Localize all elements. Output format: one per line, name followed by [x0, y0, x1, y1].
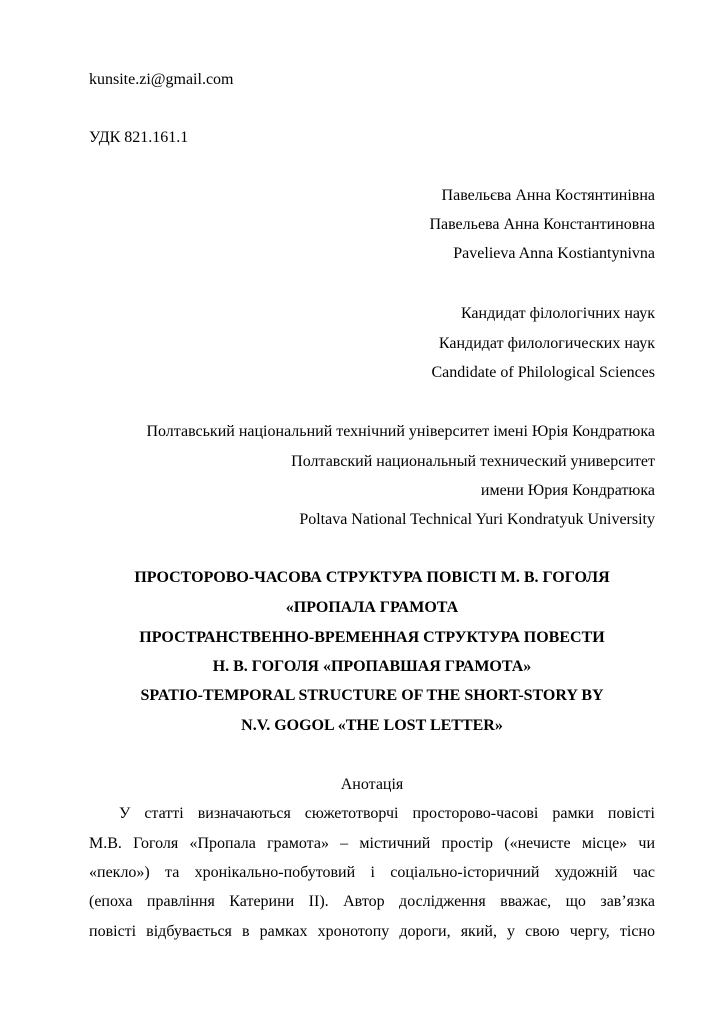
author-email[interactable]: kunsite.zi@gmail.com: [89, 71, 234, 88]
author-name-en: Pavelieva Anna Kostiantynivna: [453, 245, 655, 262]
title-uk-line2: «ПРОПАЛА ГРАМОТА: [285, 599, 459, 616]
affiliation-ru-line1: Полтавский национальный технический университет: [291, 453, 655, 470]
affiliation-en: Poltava National Technical Yuri Kondratyuk University: [299, 511, 655, 528]
title-ru-line2: Н. В. ГОГОЛЯ «ПРОПАВШАЯ ГРАМОТА»: [212, 658, 532, 675]
degree-ru: Кандидат филологических наук: [438, 335, 655, 352]
title-ru-line1: ПРОСТРАНСТВЕННО-ВРЕМЕННАЯ СТРУКТУРА ПОВЕСТИ: [139, 629, 605, 646]
title-en-line2: N.V. GOGOL «THE LOST LETTER»: [241, 717, 503, 734]
author-name-uk: Павельєва Анна Костянтинівна: [441, 187, 655, 204]
abstract-line: «пекло») та хронікально-побутовий і соціально-історичний художній час: [89, 864, 655, 881]
abstract-line: М.В. Гоголя «Пропала грамота» – містичний простір («нечисте місце» чи: [89, 835, 655, 852]
degree-en: Candidate of Philological Sciences: [431, 364, 655, 381]
abstract-line: повісті відбувається в рамках хронотопу дороги, який, у свою чергу, тісно: [89, 923, 655, 940]
title-en-line1: SPATIO-TEMPORAL STRUCTURE OF THE SHORT-STORY BY: [140, 687, 604, 704]
degree-uk: Кандидат філологічних наук: [460, 305, 655, 322]
abstract-line: (епоха правління Катерини ІІ). Автор дослідження вважає, що зав’язка: [89, 893, 655, 910]
abstract-line: У статті визначаються сюжетотворчі просторово-часові рамки повісті: [119, 805, 655, 822]
author-name-ru: Павельева Анна Константиновна: [429, 216, 655, 233]
title-uk-line1: ПРОСТОРОВО-ЧАСОВА СТРУКТУРА ПОВІСТІ М. В. ГОГОЛЯ: [134, 569, 610, 586]
affiliation-ru-line2: имени Юрия Кондратюка: [480, 482, 655, 499]
affiliation-uk: Полтавський національний технічний університет імені Юрія Кондратюка: [146, 423, 655, 440]
abstract-heading: Анотація: [340, 776, 404, 793]
udk-code: УДК 821.161.1: [89, 129, 189, 146]
